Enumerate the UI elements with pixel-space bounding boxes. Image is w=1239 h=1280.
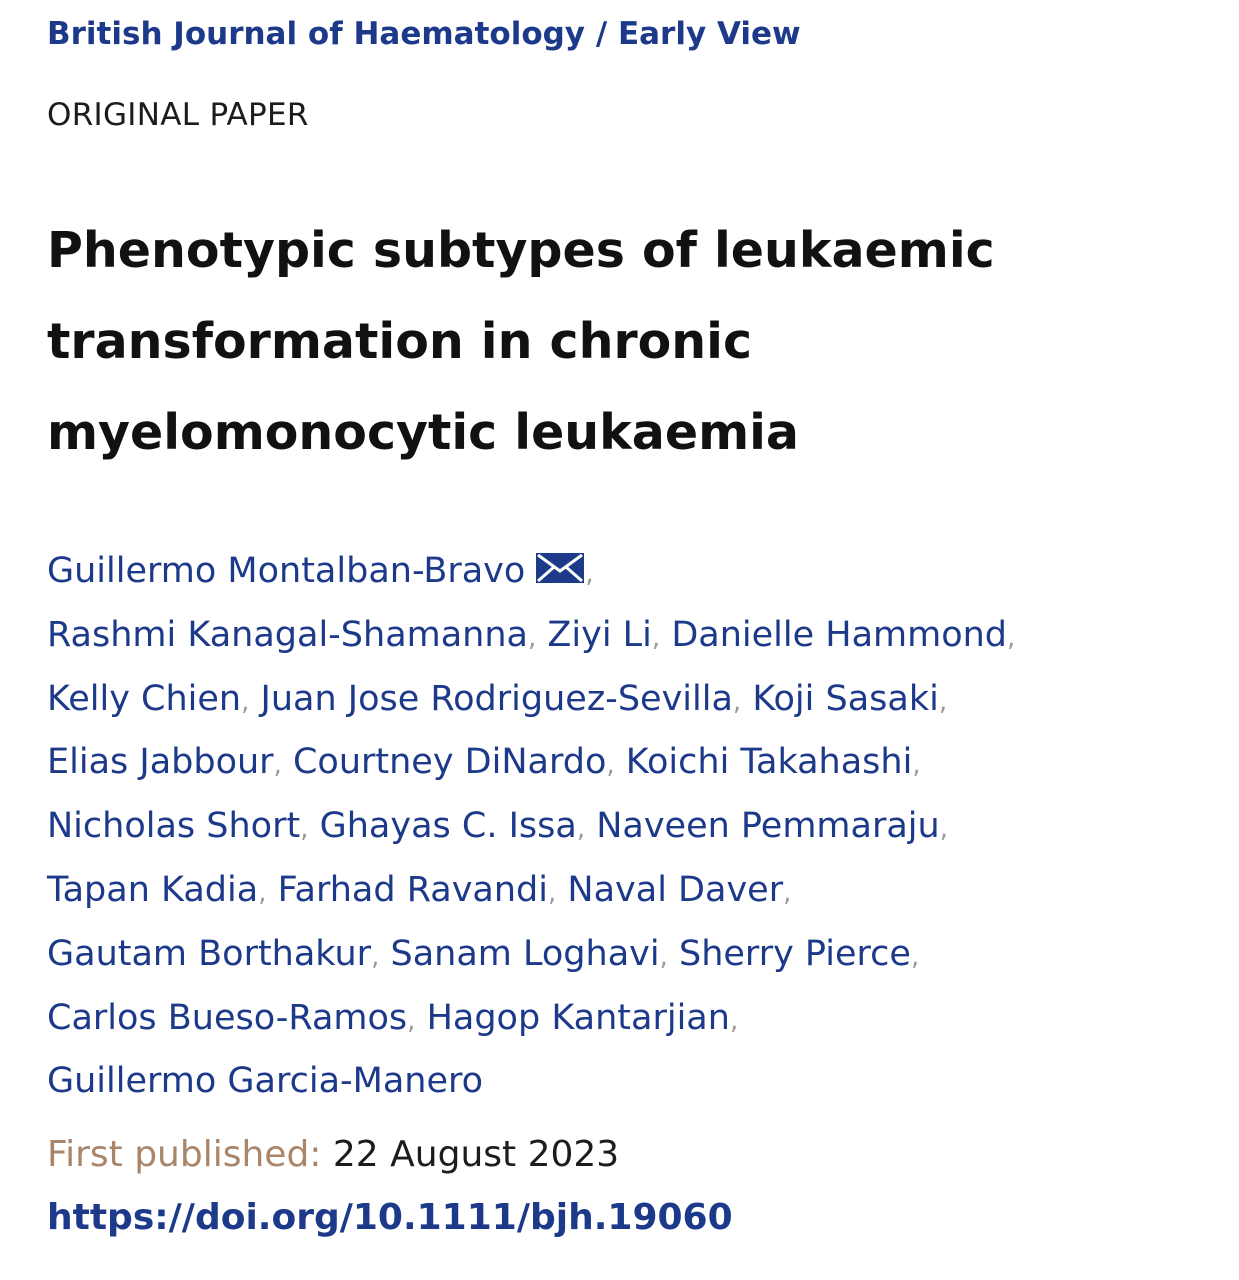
author-link[interactable]: Koichi Takahashi (625, 742, 913, 783)
publication-info (47, 1130, 619, 1180)
doi-link[interactable]: https://doi.org/10.1111/bjh.19060 (47, 1197, 733, 1238)
author-link[interactable]: Guillermo Garcia-Manero (47, 1061, 484, 1102)
author-list (47, 541, 1217, 1112)
author-separator: , (939, 814, 948, 845)
author-separator: , (407, 1005, 416, 1036)
author-line (47, 1051, 1217, 1112)
author-line (47, 605, 1217, 669)
author-line (47, 796, 1217, 860)
author-link[interactable]: Juan Jose Rodriguez-Sevilla (260, 678, 733, 719)
author-link[interactable]: Gautam Borthakur (47, 933, 372, 974)
author-link[interactable]: Naval Daver (567, 869, 784, 910)
author-separator: , (273, 750, 282, 781)
author-link[interactable]: Kelly Chien (47, 678, 242, 719)
author-separator: , (576, 814, 586, 845)
author-line (47, 988, 1217, 1052)
author-link[interactable]: Tapan Kadia (47, 869, 259, 910)
author-line (47, 669, 1217, 733)
author-link[interactable]: Ghayas C. Issa (319, 806, 577, 847)
author-separator: , (912, 750, 921, 781)
author-link[interactable]: Naveen Pemmaraju (596, 806, 940, 847)
journal-link[interactable]: British Journal of Haematology (47, 16, 586, 52)
author-link[interactable]: Ziyi Li (547, 614, 652, 655)
author-separator: , (300, 814, 309, 845)
author-separator: , (1007, 622, 1016, 653)
author-separator: , (938, 686, 948, 717)
author-separator: , (783, 877, 792, 908)
author-link[interactable]: Farhad Ravandi (277, 869, 548, 910)
article-type-label: ORIGINAL PAPER (47, 97, 309, 133)
author-separator: , (585, 559, 594, 589)
author-line (47, 732, 1217, 796)
author-link[interactable]: Courtney DiNardo (292, 742, 607, 783)
author-link[interactable]: Sherry Pierce (679, 933, 911, 974)
author-separator: , (659, 941, 668, 972)
author-separator: , (910, 941, 920, 972)
author-separator: , (729, 1005, 739, 1036)
author-line (47, 860, 1217, 924)
author-link[interactable]: Elias Jabbour (47, 742, 274, 783)
breadcrumb (47, 12, 801, 56)
breadcrumb-separator: / (585, 16, 618, 52)
author-separator: , (371, 941, 380, 972)
author-separator: , (528, 622, 537, 653)
author-separator: , (732, 686, 742, 717)
author-link[interactable]: Guillermo Montalban-Bravo (47, 551, 526, 591)
author-separator: , (548, 877, 557, 908)
author-link[interactable]: Nicholas Short (47, 806, 301, 847)
author-line (47, 541, 1217, 605)
author-separator: , (241, 686, 250, 717)
envelope-icon[interactable] (535, 552, 585, 584)
author-line (47, 924, 1217, 988)
first-published-label: First published: (47, 1134, 322, 1175)
author-link[interactable]: Sanam Loghavi (390, 933, 660, 974)
author-separator: , (606, 750, 615, 781)
article-title: Phenotypic subtypes of leukaemic transformation in chronic myelomonocytic leukaemia (47, 222, 995, 461)
author-separator: , (651, 622, 661, 653)
author-link[interactable]: Koji Sasaki (752, 678, 939, 719)
author-link[interactable]: Hagop Kantarjian (426, 997, 730, 1038)
first-published-date: 22 August 2023 (332, 1134, 620, 1175)
author-separator: , (258, 877, 267, 908)
author-link[interactable]: Danielle Hammond (671, 614, 1008, 655)
author-link[interactable]: Rashmi Kanagal-Shamanna (47, 614, 528, 655)
author-link[interactable]: Carlos Bueso-Ramos (47, 997, 408, 1038)
early-view-link[interactable]: Early View (617, 16, 801, 52)
